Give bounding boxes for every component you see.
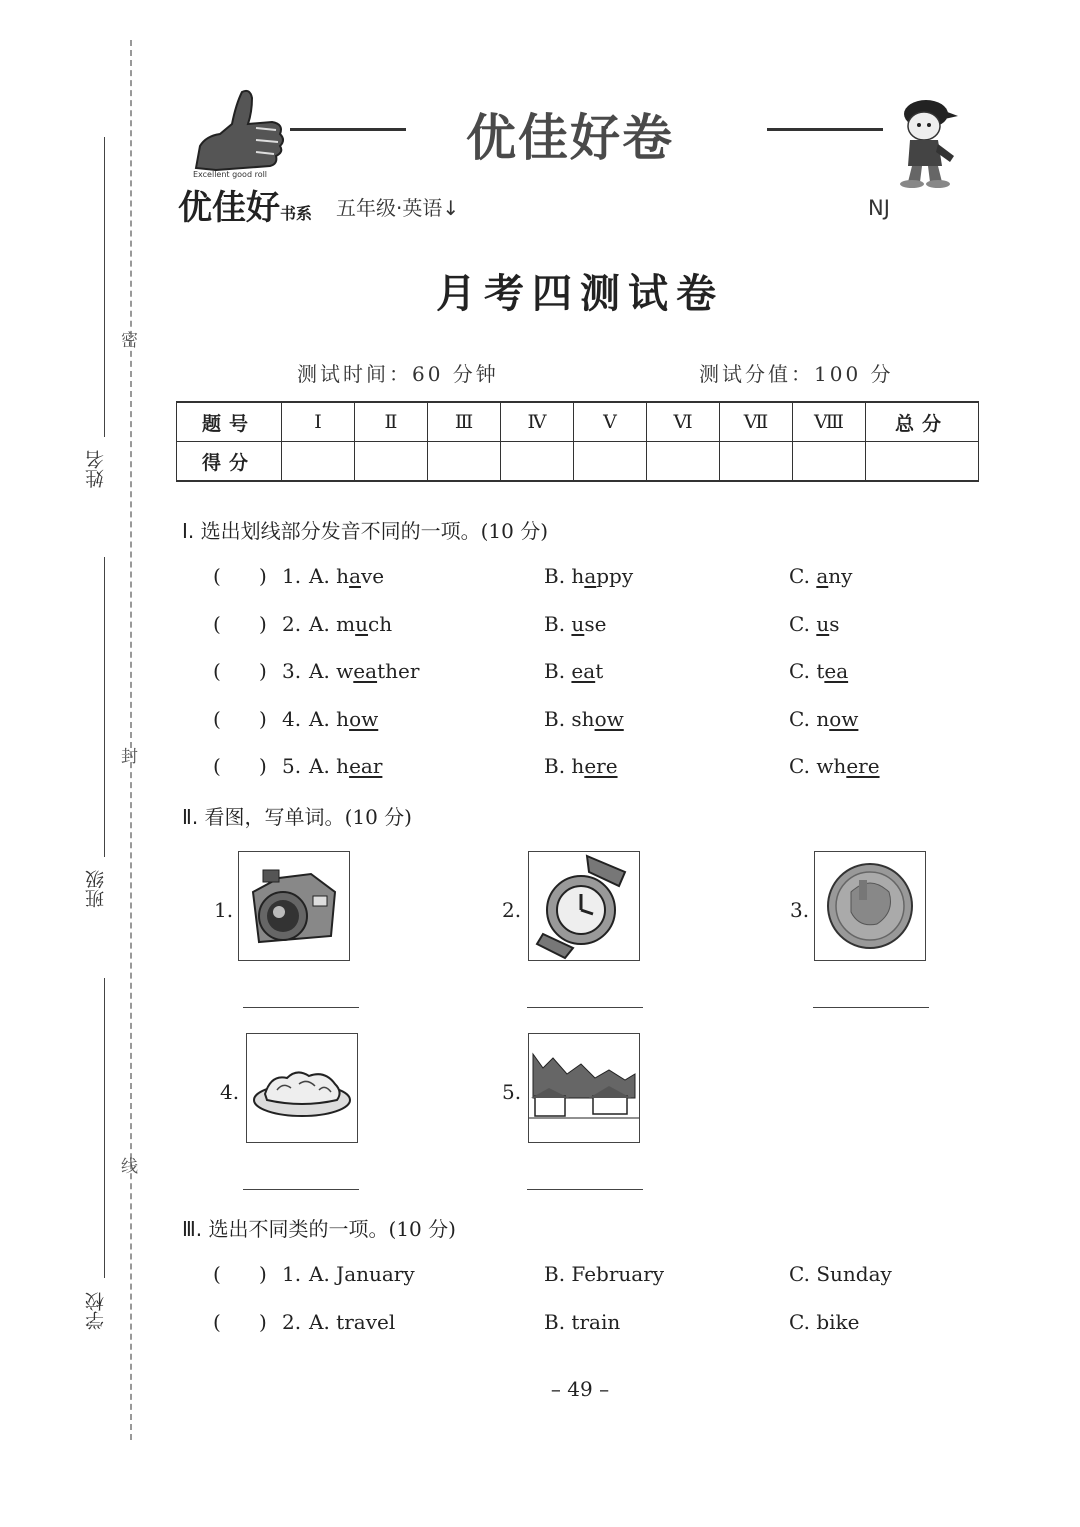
- word-underlined-part: ear: [349, 754, 383, 778]
- option-letter: A.: [309, 1262, 330, 1286]
- option-b[interactable]: [544, 707, 624, 731]
- header-rule-right: [767, 128, 883, 131]
- answer-bracket[interactable]: ( ): [213, 611, 267, 636]
- question-number: 2.: [282, 611, 302, 636]
- word-part: h: [571, 564, 585, 588]
- word-part: ve: [361, 564, 385, 588]
- score-cell[interactable]: [355, 442, 428, 482]
- answer-bracket[interactable]: ( ): [213, 564, 267, 588]
- section-2-title: Ⅱ. 看图，写单词。: [182, 805, 345, 829]
- table-col-3: Ⅲ: [428, 402, 501, 442]
- option-b[interactable]: [544, 1262, 664, 1286]
- header-rule-left: [290, 128, 406, 131]
- answer-bracket[interactable]: ( ): [213, 754, 267, 778]
- word-part: m: [336, 611, 356, 636]
- word-part: ny: [828, 564, 853, 588]
- question-number: 3.: [282, 659, 302, 683]
- class-label: 班级: [85, 870, 107, 908]
- question-number: 4.: [282, 706, 302, 731]
- option-letter: A.: [309, 754, 330, 778]
- word-part: se: [584, 611, 607, 636]
- table-label-score: 得分: [177, 442, 282, 482]
- option-word: bike: [816, 1309, 860, 1334]
- village-icon: [529, 1034, 639, 1142]
- word-part: h: [336, 706, 350, 731]
- camera-icon: [239, 852, 349, 960]
- picture-box-1: [238, 851, 350, 961]
- section-2-points: (10 分): [344, 805, 412, 829]
- dumplings-icon: [247, 1034, 357, 1142]
- picture-number: 1.: [214, 898, 234, 922]
- option-c[interactable]: [789, 659, 848, 683]
- option-b[interactable]: [544, 612, 606, 636]
- question-number: 2.: [282, 1309, 302, 1334]
- answer-bracket[interactable]: ( ): [213, 1309, 267, 1334]
- word-underlined-part: ow: [349, 706, 379, 731]
- option-c[interactable]: [789, 707, 858, 731]
- score-table-header-row: [177, 402, 979, 442]
- seal-char-feng: 封: [121, 747, 138, 767]
- word-part: ppy: [596, 564, 634, 588]
- option-letter: C.: [789, 1309, 810, 1334]
- table-col-4: Ⅳ: [501, 402, 574, 442]
- option-a[interactable]: [309, 754, 382, 778]
- option-a[interactable]: [309, 564, 384, 588]
- word-part: wh: [816, 754, 847, 778]
- option-letter: A.: [309, 564, 330, 588]
- option-letter: B.: [544, 1262, 566, 1286]
- word-part: h: [336, 754, 350, 778]
- score-cell[interactable]: [282, 442, 355, 482]
- answer-blank-3[interactable]: [813, 1007, 929, 1008]
- word-part: ther: [377, 659, 420, 683]
- word-part: sh: [571, 706, 595, 731]
- option-letter: A.: [309, 1309, 330, 1334]
- word-part: h: [336, 564, 350, 588]
- option-letter: B.: [544, 611, 566, 636]
- page-title: 月考四测试卷: [436, 270, 724, 317]
- picture-number: 4.: [220, 1080, 240, 1104]
- answer-blank-1[interactable]: [243, 1007, 359, 1008]
- table-col-5: Ⅴ: [574, 402, 647, 442]
- option-a[interactable]: [309, 659, 419, 683]
- option-word: February: [571, 1262, 665, 1286]
- score-cell[interactable]: [574, 442, 647, 482]
- option-word: train: [571, 1309, 621, 1334]
- answer-bracket[interactable]: ( ): [213, 1262, 267, 1286]
- option-letter: C.: [789, 706, 810, 731]
- picture-box-3: [814, 851, 926, 961]
- question-number: 1.: [282, 1262, 302, 1286]
- word-part: s: [829, 611, 840, 636]
- option-letter: A.: [309, 611, 330, 636]
- seal-char-xian: 线: [121, 1157, 138, 1177]
- option-c[interactable]: [789, 1262, 892, 1286]
- answer-bracket[interactable]: ( ): [213, 659, 267, 683]
- class-write-line: [104, 557, 105, 857]
- word-underlined-part: a: [349, 564, 361, 588]
- option-letter: B.: [544, 564, 566, 588]
- picture-box-5: [528, 1033, 640, 1143]
- score-cell-total[interactable]: [866, 442, 979, 482]
- series-logo-suffix: 书系: [280, 204, 313, 223]
- option-b[interactable]: [544, 659, 603, 683]
- table-col-2: Ⅱ: [355, 402, 428, 442]
- word-underlined-part: u: [571, 611, 585, 636]
- answer-bracket[interactable]: ( ): [213, 706, 267, 731]
- option-letter: C.: [789, 564, 810, 588]
- option-word: travel: [336, 1309, 396, 1334]
- table-col-total: 总分: [866, 402, 979, 442]
- edition-label: NJ: [868, 196, 890, 220]
- score-table: [176, 401, 979, 482]
- word-underlined-part: a: [584, 564, 597, 588]
- table-col-7: Ⅶ: [720, 402, 793, 442]
- word-underlined-part: ere: [584, 754, 618, 778]
- name-label: 姓名: [85, 450, 107, 488]
- grade-subject: 五年级·英语↓: [336, 196, 460, 220]
- coin-icon: [815, 852, 925, 960]
- option-letter: B.: [544, 1309, 566, 1334]
- banner-title: 优佳好卷: [466, 109, 674, 167]
- word-part: t: [595, 659, 604, 683]
- word-part: ch: [368, 611, 393, 636]
- option-b[interactable]: [544, 1310, 620, 1334]
- option-letter: B.: [544, 706, 566, 731]
- watch-icon: [529, 852, 639, 960]
- table-col-8: Ⅷ: [793, 402, 866, 442]
- score-cell[interactable]: [501, 442, 574, 482]
- series-logo: [178, 180, 312, 229]
- section-1-points: (10 分): [480, 519, 549, 543]
- test-score: 测试分值：100 分: [699, 362, 894, 386]
- option-b[interactable]: [544, 754, 618, 778]
- answer-blank-4[interactable]: [243, 1189, 359, 1190]
- seal-char-mi: 密: [121, 331, 138, 351]
- option-c[interactable]: [789, 1310, 859, 1334]
- test-time: 测试时间：60 分钟: [297, 362, 499, 386]
- score-cell[interactable]: [428, 442, 501, 482]
- binding-dash-line: [130, 40, 132, 1440]
- picture-box-4: [246, 1033, 358, 1143]
- option-c[interactable]: [789, 564, 852, 588]
- table-col-6: Ⅵ: [647, 402, 720, 442]
- series-logo-en: Excellent good roll: [193, 170, 268, 179]
- table-label-question-no: 题号: [177, 402, 282, 442]
- option-letter: A.: [309, 659, 330, 683]
- option-word: Sunday: [816, 1262, 892, 1286]
- section-1-heading: [182, 515, 548, 544]
- score-cell[interactable]: [647, 442, 720, 482]
- school-write-line: [104, 978, 105, 1278]
- series-logo-text: 优佳好: [178, 188, 280, 228]
- option-a[interactable]: [309, 1310, 395, 1334]
- question-number: 1.: [282, 564, 302, 588]
- page-number: – 49 –: [550, 1377, 610, 1401]
- option-letter: B.: [544, 659, 566, 683]
- picture-box-2: [528, 851, 640, 961]
- score-cell[interactable]: [720, 442, 793, 482]
- option-a[interactable]: [309, 612, 392, 636]
- word-part: t: [816, 659, 825, 683]
- score-table-score-row: [177, 442, 979, 482]
- option-word: January: [336, 1262, 415, 1286]
- table-col-1: Ⅰ: [282, 402, 355, 442]
- picture-number: 2.: [502, 898, 522, 922]
- answer-blank-2[interactable]: [527, 1007, 643, 1008]
- section-2-heading: [182, 801, 412, 830]
- school-label: 学校: [85, 1292, 107, 1330]
- option-letter: A.: [309, 706, 330, 731]
- word-underlined-part: ea: [824, 659, 849, 683]
- word-part: h: [571, 754, 585, 778]
- word-underlined-part: u: [816, 611, 830, 636]
- option-letter: C.: [789, 1262, 810, 1286]
- option-a[interactable]: [309, 1262, 415, 1286]
- option-letter: B.: [544, 754, 566, 778]
- score-cell[interactable]: [793, 442, 866, 482]
- word-part: w: [336, 659, 354, 683]
- section-1-title: Ⅰ. 选出划线部分发音不同的一项。: [182, 519, 481, 543]
- option-letter: C.: [789, 611, 810, 636]
- word-part: n: [816, 706, 830, 731]
- picture-number: 3.: [790, 898, 810, 922]
- option-c[interactable]: [789, 754, 880, 778]
- thumbs-up-logo-icon: [186, 84, 296, 174]
- option-c[interactable]: [789, 612, 839, 636]
- section-3-heading: [182, 1213, 456, 1242]
- word-underlined-part: u: [355, 611, 369, 636]
- word-underlined-part: ea: [353, 659, 378, 683]
- mascot-boy-icon: [892, 92, 966, 190]
- answer-blank-5[interactable]: [527, 1189, 643, 1190]
- section-3-title: Ⅲ. 选出不同类的一项。: [182, 1217, 389, 1241]
- option-a[interactable]: [309, 707, 378, 731]
- word-underlined-part: a: [816, 564, 829, 588]
- word-underlined-part: ere: [846, 754, 880, 778]
- picture-number: 5.: [502, 1080, 522, 1104]
- option-b[interactable]: [544, 564, 633, 588]
- option-letter: C.: [789, 659, 810, 683]
- word-underlined-part: ow: [829, 706, 859, 731]
- word-underlined-part: ow: [594, 706, 624, 731]
- section-3-points: (10 分): [388, 1217, 456, 1241]
- question-number: 5.: [282, 754, 302, 778]
- option-letter: C.: [789, 754, 810, 778]
- word-underlined-part: ea: [571, 659, 596, 683]
